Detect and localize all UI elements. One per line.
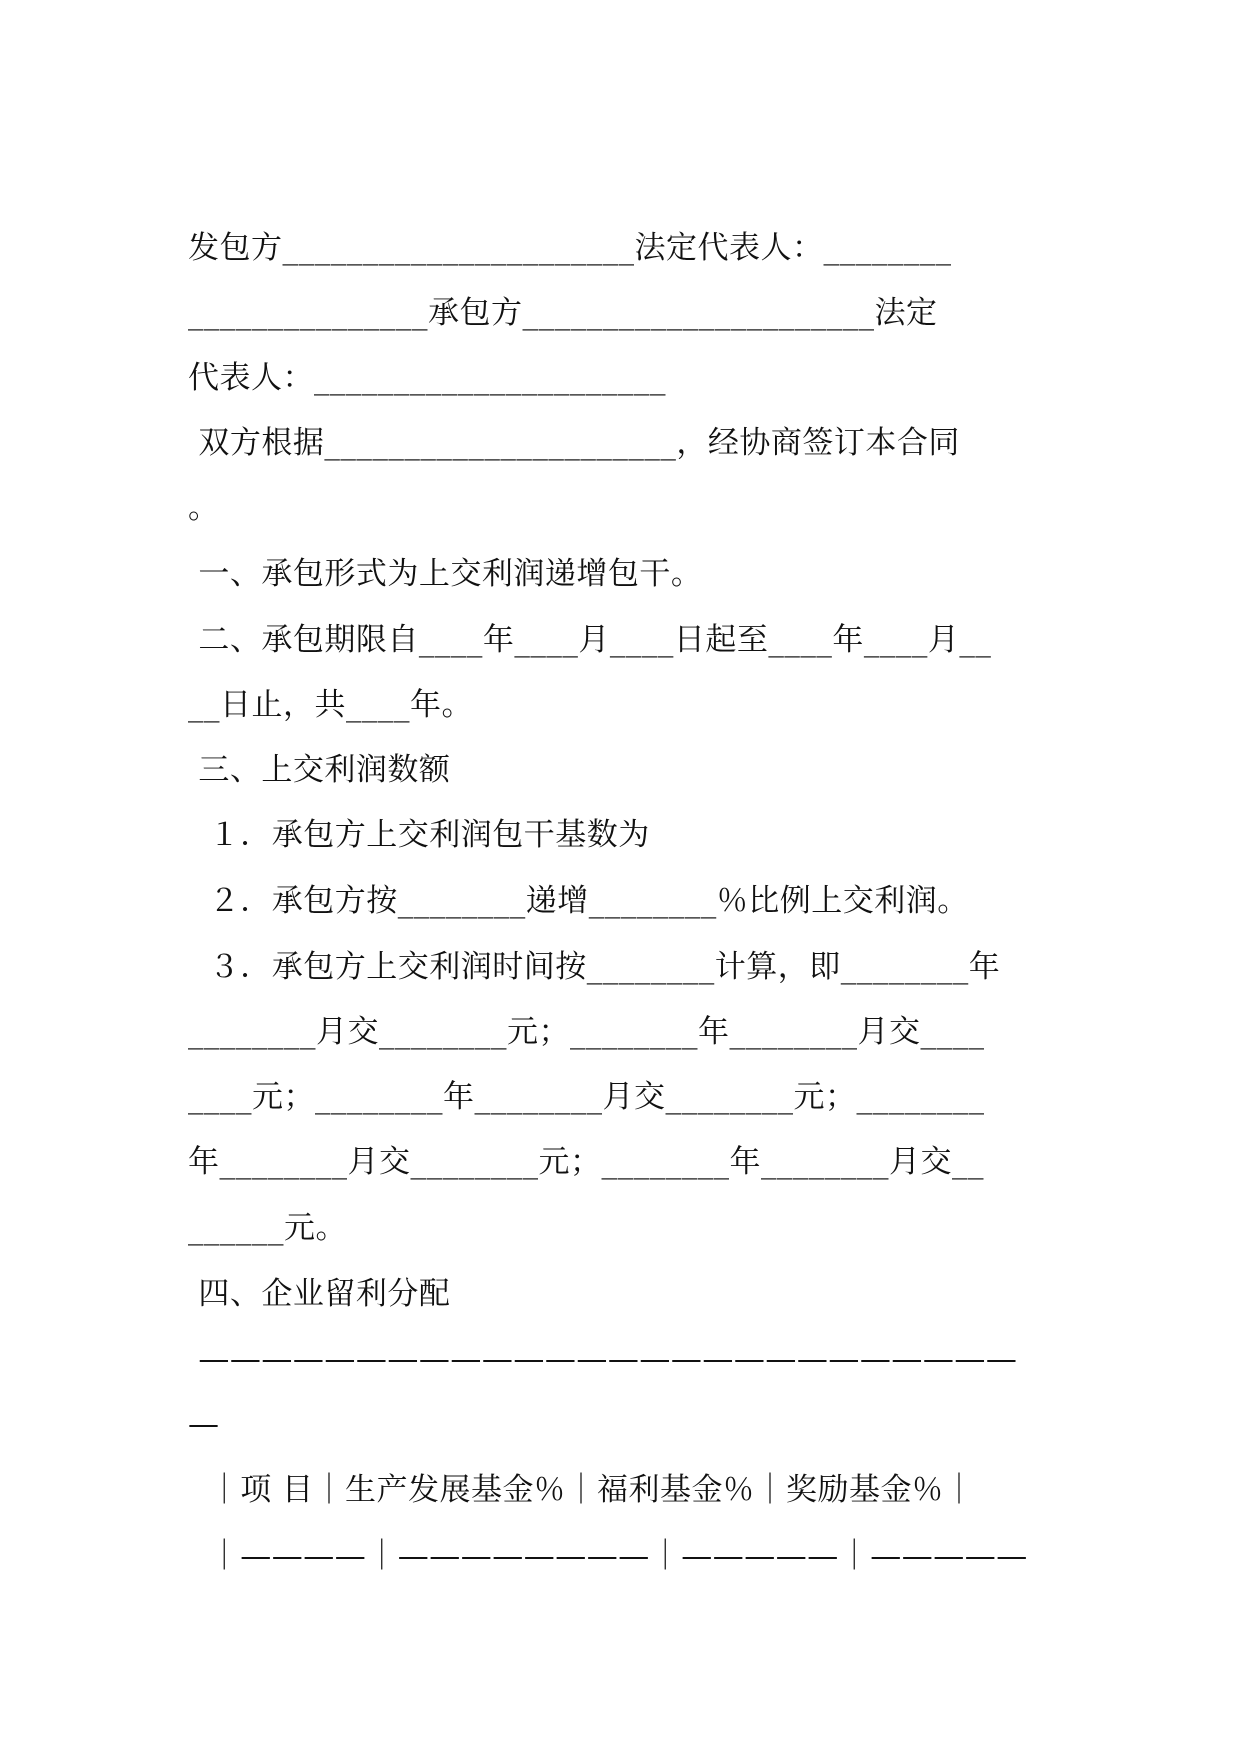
text-line-6: 一、承包形式为上交利润递增包干。 [188, 556, 703, 592]
text-line-8: __日止，共____年。 [188, 687, 473, 723]
text-line-18: —————————————————————————— [188, 1341, 1018, 1377]
text-line-9: 三、上交利润数额 [188, 752, 451, 788]
text-line-15: 年________月交________元；________年________月交__ [188, 1144, 984, 1180]
text-line-21: ｜————｜————————｜—————｜————— [188, 1538, 1028, 1574]
text-line-4: 双方根据______________________，经协商签订本合同 [188, 425, 960, 461]
text-line-12: ３．承包方上交利润时间按________计算，即________年 [188, 949, 1001, 985]
text-line-19: — [188, 1406, 220, 1442]
text-line-10: １．承包方上交利润包干基数为 [188, 817, 650, 853]
text-line-5: 。 [188, 490, 220, 526]
text-line-11: ２．承包方按________递增________％比例上交利润。 [188, 883, 969, 919]
text-line-2: _______________承包方______________________法定 [188, 295, 938, 331]
text-line-16: ______元。 [188, 1210, 347, 1246]
text-line-1: 发包方______________________法定代表人：________ [188, 230, 952, 266]
text-line-17: 四、企业留利分配 [188, 1276, 451, 1312]
text-line-14: ____元；________年________月交________元；________ [188, 1079, 985, 1115]
text-line-13: ________月交________元；________年________月交____ [188, 1014, 985, 1050]
text-line-3: 代表人：______________________ [188, 360, 666, 396]
text-line-20: ｜项 目｜生产发展基金％｜福利基金％｜奖励基金％｜ [188, 1472, 976, 1508]
text-line-7: 二、承包期限自____年____月____日起至____年____月__ [188, 622, 992, 658]
